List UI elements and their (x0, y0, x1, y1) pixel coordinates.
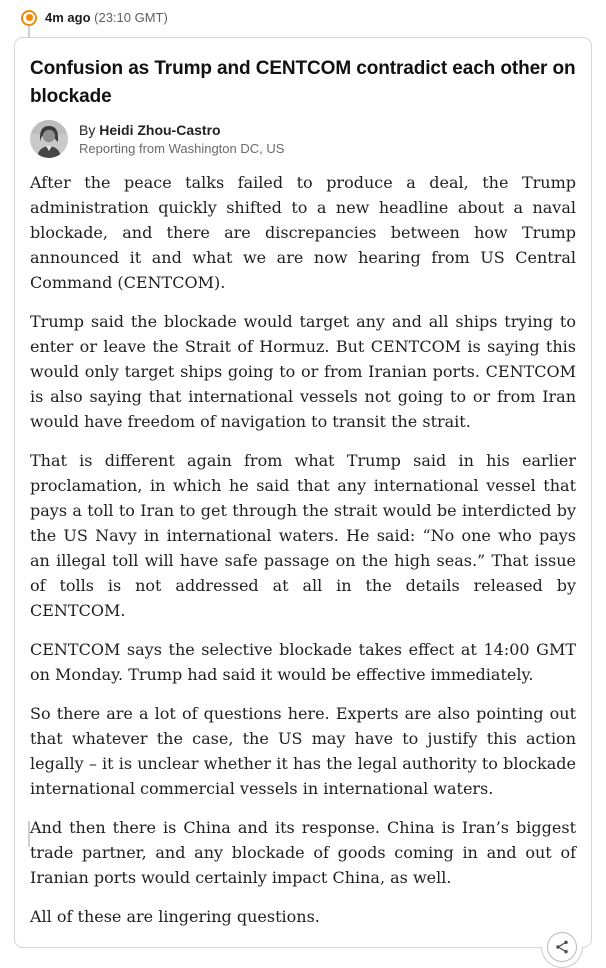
author-name-line (79, 122, 284, 138)
byline-text (79, 122, 284, 156)
paragraph: And then there is China and its response. China is Iran’s biggest trade partner, and any blockade of goods coming in and out of Iranian ports would certainly impact China, as well. (30, 818, 576, 887)
paragraph: CENTCOM says the selective blockade takes effect at 14:00 GMT on Monday. Trump had said it would be effective immediately. (30, 640, 576, 684)
author-name: Heidi Zhou-Castro (99, 122, 221, 138)
post-timestamp (45, 10, 168, 26)
author-location: Reporting from Washington DC, US (79, 141, 285, 156)
live-update-bullet-icon (21, 10, 37, 26)
timeline-tail-line (28, 821, 30, 847)
paragraph: Trump said the blockade would target any and all ships trying to enter or leave the Strait of Hormuz. But CENTCOM is saying this would only target ships going to or from Iranian ports. CENTCOM is also saying that international vessels not going to or from Iran would have freedom of navigation to transit the strait. (30, 312, 576, 431)
gmt-time-label: (23:10 GMT) (94, 9, 168, 25)
share-icon (554, 939, 570, 955)
paragraph: That is different again from what Trump said in his earlier proclamation, in which he said that any international vessel that pays a toll to Iran to get through the strait would be interdicted by the US Navy in international waters. He said: “No one who pays an illegal toll will have safe passage on the high seas.” That issue of tolls is not addressed at all in the details released by CENTCOM. (30, 451, 576, 620)
timeline-connector-line (28, 26, 30, 37)
paragraph: So there are a lot of questions here. Experts are also pointing out that whatever the case, the US may have to justify this action legally – it is unclear whether it has the legal authority to blockade international commercial vessels in international waters. (30, 704, 576, 798)
byline (30, 120, 576, 158)
paragraph: After the peace talks failed to produce a deal, the Trump administration quickly shifted to a new headline about a naval blockade, and there are discrepancies between how Trump announced it and what we are now hearing from US Central Command (CENTCOM). (30, 173, 576, 292)
author-portrait-image (30, 120, 68, 158)
live-update-card (14, 37, 592, 948)
author-avatar (30, 120, 68, 158)
by-prefix: By (79, 122, 100, 138)
bullet-core (26, 14, 33, 21)
article-body (30, 170, 576, 929)
timeline-entry-header (0, 0, 606, 26)
share-button[interactable] (547, 932, 577, 962)
time-ago-label: 4m ago (45, 9, 91, 25)
post-title: Confusion as Trump and CENTCOM contradict each other on blockade (30, 58, 576, 107)
paragraph: All of these are lingering questions. (30, 907, 320, 926)
